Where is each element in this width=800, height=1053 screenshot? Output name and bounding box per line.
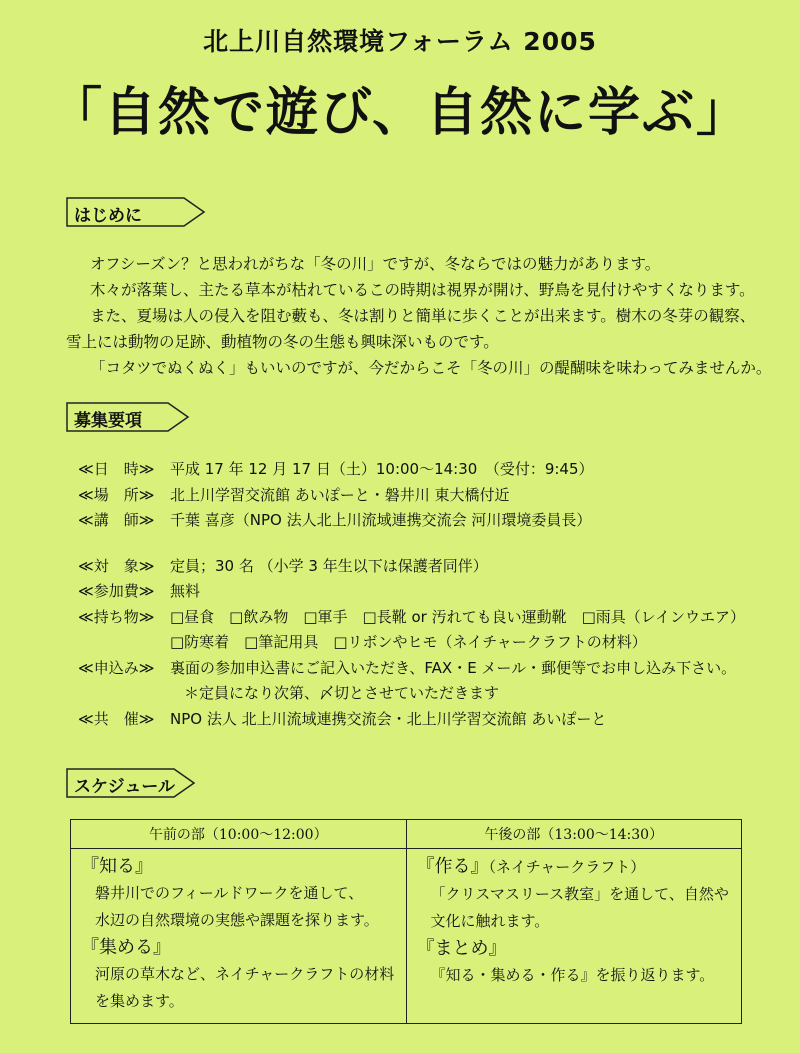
afternoon-cell (406, 849, 742, 1024)
section-tag-intro (66, 197, 206, 227)
req-value: 北上川学習交流館 あいぽーと・磐井川 東大橋付近 (170, 485, 510, 504)
block-text: 文化に触れます。 (430, 912, 550, 930)
section-tag-requirements (66, 402, 190, 432)
schedule-table (70, 819, 742, 1024)
req-key: ≪持ち物≫ (78, 607, 155, 626)
intro-text (66, 251, 772, 381)
afternoon-header: 午後の部（13:00～14:30） (406, 820, 742, 849)
intro-paragraph: 「コタツでぬくぬく」もいいのですが、今だからこそ「冬の川」の醍醐味を味わってみませんか。 (90, 359, 772, 377)
block-text: 水辺の自然環境の実態や課題を探ります。 (95, 911, 379, 929)
morning-cell (71, 849, 407, 1024)
req-note: ＊定員になり次第、〆切とさせていただきます (184, 684, 500, 702)
req-row-datetime (78, 457, 768, 483)
req-row-apply (78, 656, 768, 682)
section-heading-intro: はじめに (74, 206, 142, 226)
req-key: ≪申込み≫ (78, 658, 155, 677)
req-key: ≪日 時≫ (78, 460, 155, 478)
forum-subtitle: 北上川自然環境フォーラム 2005 (203, 27, 597, 56)
morning-header: 午前の部（10:00～12:00） (71, 820, 407, 849)
req-row-place (78, 483, 768, 509)
req-row-apply-note (78, 681, 768, 707)
req-key: ≪対 象≫ (78, 556, 155, 575)
req-row-items-cont (78, 630, 768, 656)
page-title: 「自然で遊び、自然に学ぶ」 (50, 83, 750, 143)
block-title-summary: 『まとめ』 (416, 938, 507, 959)
block-title-suffix: （ネイチャークラフト） (488, 858, 646, 876)
block-text: 「クリスマスリース教室」を通して、自然や (430, 885, 729, 903)
req-value: 平成 17 年 12 月 17 日（土）10:00～14:30 （受付：9:45） (170, 460, 594, 478)
block-title-make: 『作る』 (416, 856, 489, 877)
req-value: 裏面の参加申込書にご記入いただき、FAX・E メール・郵便等でお申し込み下さい。 (170, 658, 737, 677)
section-tag-schedule (66, 768, 196, 798)
req-row-host (78, 707, 768, 733)
req-row-target (78, 554, 768, 580)
intro-paragraph: オフシーズン？と思われがちな「冬の川」ですが、冬ならではの魅力があります。 (90, 255, 661, 273)
req-row-lecturer (78, 508, 768, 534)
req-key: ≪参加費≫ (78, 582, 155, 600)
req-value: NPO 法人 北上川流域連携交流会・北上川学習交流館 あいぽーと (170, 709, 607, 728)
block-text: 河原の草木など、ネイチャークラフトの材料 (95, 965, 395, 983)
requirements-list (78, 457, 768, 732)
req-value: 無料 (170, 582, 201, 600)
section-heading-schedule: スケジュール (74, 777, 175, 797)
req-value: □防寒着 □筆記用具 □リボンやヒモ（ネイチャークラフトの材料） (170, 633, 647, 651)
req-value: 定員；30 名 （小学 3 年生以下は保護者同伴） (170, 556, 488, 575)
intro-paragraph: 雪上には動物の足跡、動植物の冬の生態も興味深いものです。 (66, 333, 499, 351)
block-text: 『知る・集める・作る』を振り返ります。 (430, 966, 715, 984)
req-row-fee (78, 579, 768, 605)
req-value: □昼食 □飲み物 □軍手 □長靴 or 汚れても良い運動靴 □雨具（レインウエア） (170, 607, 745, 626)
block-title-make-row (417, 853, 732, 881)
section-heading-requirements: 募集要項 (74, 411, 142, 431)
block-title-know: 『知る』 (81, 856, 153, 877)
req-row-items (78, 605, 768, 631)
req-key: ≪共 催≫ (78, 709, 155, 728)
req-value: 千葉 喜彦（NPO 法人北上川流域連携交流会 河川環境委員長） (170, 511, 592, 529)
intro-paragraph: また、夏場は人の侵入を阻む藪も、冬は割りと簡単に歩くことが出来ます。樹木の冬芽の観察、 (90, 307, 756, 325)
block-title-collect: 『集める』 (81, 937, 171, 958)
req-key: ≪場 所≫ (78, 485, 155, 504)
intro-paragraph: 木々が落葉し、主たる草本が枯れているこの時期は視界が開け、野鳥を見付けやすくなります。 (90, 281, 755, 299)
req-key: ≪講 師≫ (78, 511, 155, 529)
block-text: 磐井川でのフィールドワークを通して、 (95, 884, 364, 902)
block-text: を集めます。 (95, 992, 184, 1010)
